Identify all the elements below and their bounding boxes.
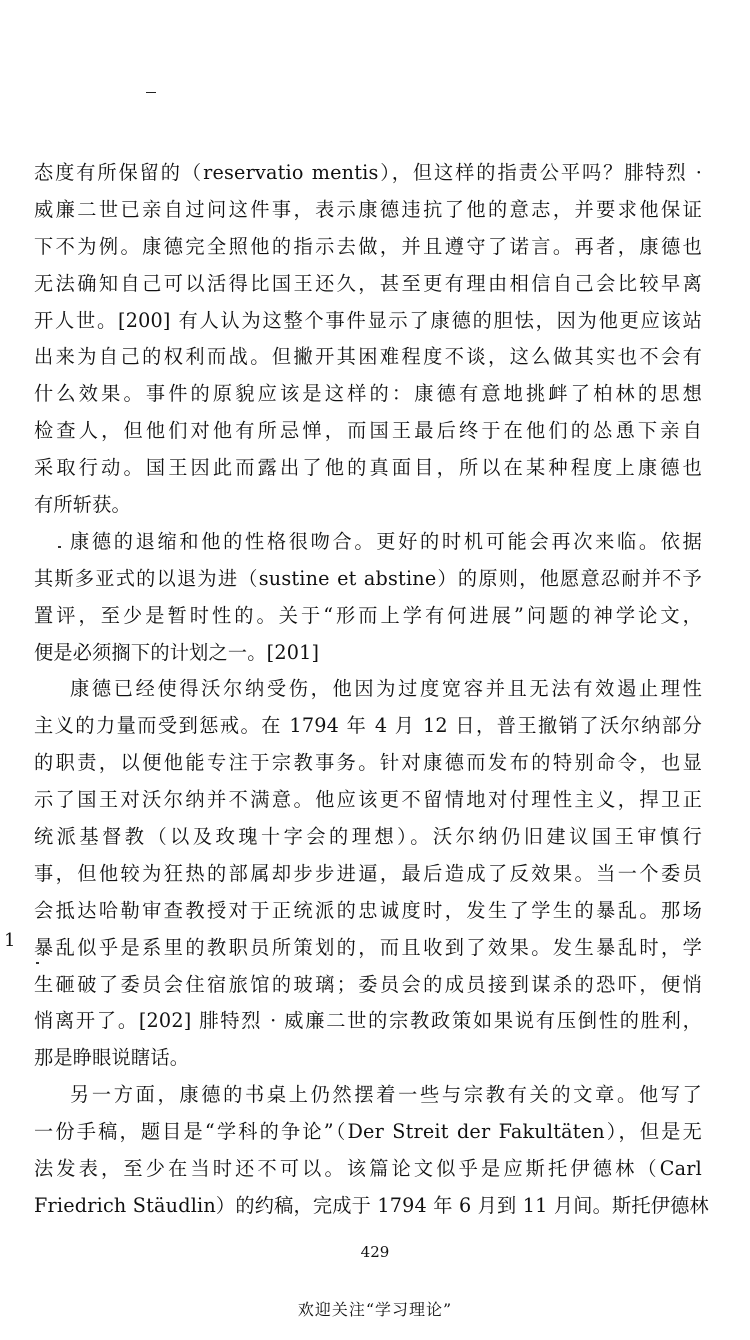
text-line: 便是必须搁下的计划之一。[201]: [34, 640, 320, 664]
text-line: 暴乱似乎是系里的教职员所策划的，而且收到了效果。发生暴乱时，学: [34, 935, 702, 959]
text-line: 无法确知自己可以活得比国王还久，甚至更有理由相信自己会比较早离: [34, 271, 702, 295]
text-line: 出来为自己的权利而战。但撇开其困难程度不谈，这么做其实也不会有: [34, 345, 702, 369]
page-number: 429: [360, 1243, 390, 1261]
text-line: 悄离开了。[202] 腓特烈 · 威廉二世的宗教政策如果说有压倒性的胜利，: [34, 1009, 702, 1033]
text-line: 威廉二世已亲自过问这件事，表示康德违抗了他的意志，并要求他保证: [34, 197, 702, 221]
text-line: 其斯多亚式的以退为进（sustine et abstine）的原则，他愿意忍耐并不予: [34, 566, 702, 590]
text-line: 示了国王对沃尔纳并不满意。他应该更不留情地对付理性主义，捍卫正: [34, 788, 702, 812]
text-line: 生砸破了委员会住宿旅馆的玻璃；委员会的成员接到谋杀的恐吓，便悄: [34, 972, 702, 996]
body-text: [34, 155, 709, 1225]
text-line: 法发表，至少在当时还不可以。该篇论文似乎是应斯托伊德林（Carl: [34, 1157, 702, 1181]
text-line: 开人世。[200] 有人认为这整个事件显示了康德的胆怯，因为他更应该站: [34, 308, 702, 332]
text-line: 什么效果。事件的原貌应该是这样的：康德有意地挑衅了柏林的思想: [34, 382, 702, 406]
text-line: Friedrich Stäudlin）的约稿，完成于 1794 年 6 月到 11 月间。斯托伊德林: [34, 1193, 709, 1217]
text-line: 主义的力量而受到惩戒。在 1794 年 4 月 12 日，普王撤销了沃尔纳部分: [34, 714, 702, 738]
text-line: 有所斩获。: [34, 493, 131, 517]
text-line: 康德已经使得沃尔纳受伤，他因为过度宽容并且无法有效遏止理性: [70, 677, 702, 701]
text-line: 会抵达哈勒审查教授对于正统派的忠诚度时，发生了学生的暴乱。那场: [34, 898, 702, 922]
footer-note: 欢迎关注“学习理论”: [297, 1300, 453, 1319]
text-line: 康德的退缩和他的性格很吻合。更好的时机可能会再次来临。依据: [70, 529, 702, 553]
text-line: 事，但他较为狂热的部属却步步进逼，最后造成了反效果。当一个委员: [34, 861, 702, 885]
text-line: 一份手稿，题目是“学科的争论”（Der Streit der Fakultäten），但是无: [34, 1120, 702, 1144]
text-line: 统派基督教（以及玫瑰十字会的理想）。沃尔纳仍旧建议国王审慎行: [34, 825, 702, 849]
margin-mark: 1: [4, 930, 16, 951]
text-line: 态度有所保留的（reservatio mentis），但这样的指责公平吗？腓特烈 ·: [34, 161, 702, 184]
text-line: 检查人，但他们对他有所忌惮，而国王最后终于在他们的怂恿下亲自: [34, 419, 702, 443]
text-line: 采取行动。国王因此而露出了他的真面目，所以在某种程度上康德也: [34, 456, 702, 480]
text-line: 置评，至少是暂时性的。关于“形而上学有何进展”问题的神学论文，: [34, 603, 702, 627]
text-line: 下不为例。康德完全照他的指示去做，并且遵守了诺言。再者，康德也: [34, 234, 702, 258]
scan-mark: [146, 92, 156, 93]
text-line: 那是睁眼说瞎话。: [34, 1046, 190, 1070]
text-line: 的职责，以便他能专注于宗教事务。针对康德而发布的特别命令，也显: [34, 751, 702, 775]
text-line: 另一方面，康德的书桌上仍然摆着一些与宗教有关的文章。他写了: [70, 1083, 702, 1107]
